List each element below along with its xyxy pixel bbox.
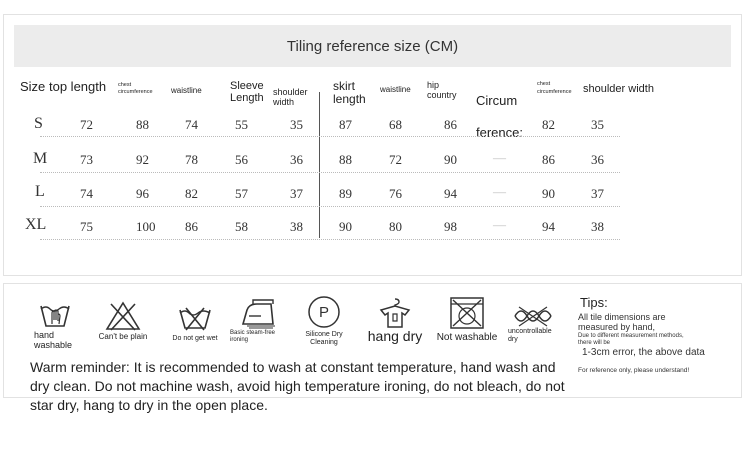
row-separator	[40, 172, 620, 173]
skirt-cell: 89	[339, 186, 352, 201]
not-washable-icon	[449, 296, 485, 330]
hip-cell: 94	[444, 186, 457, 201]
shoulder-cell: 35	[290, 117, 303, 132]
size-chart-panel	[3, 14, 742, 276]
size-cell: XL	[25, 216, 47, 233]
circumference-cell: —	[493, 217, 506, 232]
care-label: Do not get wet	[172, 335, 218, 342]
chest-cell: 100	[136, 219, 156, 234]
top-length-cell: 72	[80, 117, 93, 132]
sleeve-cell: 55	[235, 117, 248, 132]
header-top-length: top length	[49, 79, 107, 94]
size-chart-title-bar	[14, 25, 731, 67]
tip-line: All tile dimensions are	[578, 312, 666, 322]
row-separator	[40, 239, 620, 240]
care-label: Not washable	[436, 332, 498, 343]
care-dry-clean	[298, 295, 350, 347]
chest-cell: 96	[136, 186, 149, 201]
care-hang-dry	[362, 297, 428, 344]
sleeve-cell: 57	[235, 186, 248, 201]
skirt-cell: 88	[339, 152, 352, 167]
header-circumference-1: Circum	[476, 93, 518, 108]
header-sleeve-length: Sleeve Length	[230, 80, 264, 104]
care-do-not-wet	[164, 304, 226, 344]
steam-iron-icon	[239, 296, 279, 330]
waist-cell: 74	[185, 117, 198, 132]
header-chest-circumference-2: chest circumference	[537, 81, 572, 95]
row-separator	[40, 206, 620, 207]
sleeve-cell: 58	[235, 219, 248, 234]
waist2-cell: 80	[389, 219, 402, 234]
header-shoulder-width: shoulder width	[273, 87, 308, 107]
column-divider	[319, 92, 320, 238]
waist-cell: 86	[185, 219, 198, 234]
care-label: hang dry	[367, 328, 423, 344]
shoulder2-cell: 35	[591, 117, 604, 132]
header-circumference-2: ference:	[476, 125, 523, 140]
tip-line: Due to different measurement methods,	[578, 333, 684, 339]
waist2-cell: 72	[389, 152, 402, 167]
uncontrollable-dry-icon	[511, 304, 555, 328]
care-label: Silicone Dry Cleaning	[305, 331, 343, 346]
row-separator	[40, 136, 620, 137]
hang-dry-icon	[375, 297, 415, 329]
size-chart-title: Tiling reference size (CM)	[286, 37, 459, 55]
shoulder2-cell: 36	[591, 152, 604, 167]
waist2-cell: 76	[389, 186, 402, 201]
hand-wash-icon	[38, 300, 72, 330]
care-label: Can't be plain	[98, 332, 148, 341]
shoulder-cell: 36	[290, 152, 303, 167]
top-length-cell: 73	[80, 152, 93, 167]
tip-line: For reference only, please understand!	[578, 367, 690, 374]
care-uncontrollable-dry	[506, 304, 560, 344]
shoulder2-cell: 37	[591, 186, 604, 201]
tip-line: measured by hand,	[578, 322, 656, 332]
size-cell: L	[35, 183, 45, 200]
no-bleach-icon	[105, 300, 141, 332]
circumference-cell: —	[493, 150, 506, 165]
care-steam-iron	[230, 296, 288, 344]
header-waistline-2: waistline	[380, 85, 411, 94]
care-label: uncontrollable dry	[508, 328, 552, 343]
care-hand-wash	[30, 300, 80, 350]
do-not-wet-icon	[177, 304, 213, 332]
care-label: hand washable	[34, 330, 73, 350]
care-label: Basic steam-free ironing	[230, 330, 276, 343]
chest-cell: 88	[136, 117, 149, 132]
skirt-cell: 90	[339, 219, 352, 234]
chest2-cell: 90	[542, 186, 555, 201]
tips-title: Tips:	[580, 295, 608, 310]
dry-clean-icon	[307, 295, 341, 329]
header-size: Size	[20, 79, 46, 94]
sleeve-cell: 56	[235, 152, 248, 167]
tip-line: 1-3cm error, the above data	[582, 347, 705, 358]
chest2-cell: 94	[542, 219, 555, 234]
top-length-cell: 74	[80, 186, 93, 201]
shoulder-cell: 38	[290, 219, 303, 234]
shoulder-cell: 37	[290, 186, 303, 201]
hip-cell: 86	[444, 117, 457, 132]
header-shoulder-width-2: shoulder width	[583, 83, 654, 95]
header-chest-circumference: chest circumference	[118, 82, 153, 95]
waist-cell: 78	[185, 152, 198, 167]
waist-cell: 82	[185, 186, 198, 201]
chest-cell: 92	[136, 152, 149, 167]
circumference-cell: —	[493, 184, 506, 199]
chest2-cell: 86	[542, 152, 555, 167]
chest2-cell: 82	[542, 117, 555, 132]
care-not-washable	[432, 296, 502, 343]
top-length-cell: 75	[80, 219, 93, 234]
dry-clean-letter: P	[318, 304, 330, 321]
size-cell: S	[34, 115, 43, 132]
tip-line: there will be	[578, 340, 611, 346]
shoulder2-cell: 38	[591, 219, 604, 234]
hip-cell: 98	[444, 219, 457, 234]
waist2-cell: 68	[389, 117, 402, 132]
warm-reminder: Warm reminder: It is recommended to wash at constant temperature, hand wash and dry clean. Do not machine wash, avoid high temperature ironing, do not bleach, do not star dry, hang to dry in the open place.	[30, 359, 565, 413]
care-no-bleach	[93, 300, 153, 342]
hip-cell: 90	[444, 152, 457, 167]
size-cell: M	[33, 150, 48, 167]
skirt-cell: 87	[339, 117, 352, 132]
header-hip-circumference: hip country	[427, 80, 457, 100]
header-skirt-length: skirt length	[333, 79, 366, 106]
header-waistline: waistline	[171, 86, 202, 95]
